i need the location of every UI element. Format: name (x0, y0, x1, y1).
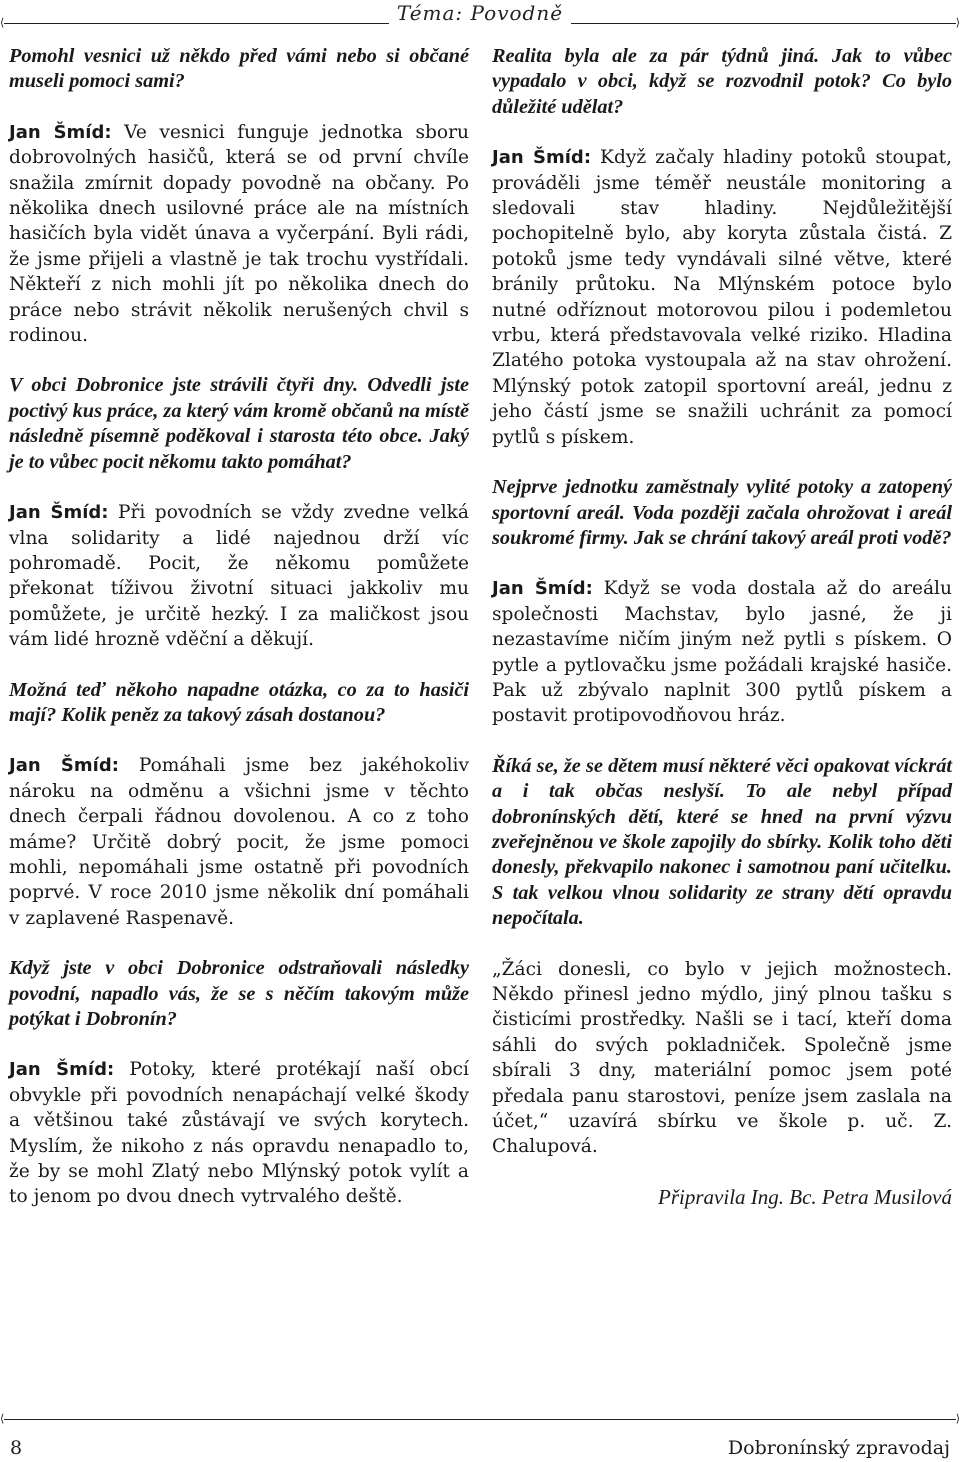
interview-question: Pomohl vesnici už někdo před vámi nebo si občané museli pomoci sami? (9, 45, 469, 93)
answer-text: Při povodních se vždy zvedne velká vlna solidarity a lidé najednou drží víc pohromadě. Pocit, že někomu pomůžete překonat tíživou životní situaci jakkoliv mu pomůžete, je určitě hezký. I za maličkost jsou vám lidé hrozně vděční a děkují. (9, 502, 469, 651)
interview-answer (492, 576, 952, 728)
speaker-name: Jan Šmíd: (9, 1059, 115, 1081)
speaker-name: Jan Šmíd: (9, 502, 109, 524)
interview-answer (9, 120, 469, 349)
interview-answer (492, 145, 952, 450)
interview-question: V obci Dobronice jste strávili čtyři dny. Odvedli jste poctivý kus práce, za který vám kromě občanů na místě následně písemně poděkoval i starosta této obce. Jaký je to vůbec pocit někomu takto pomáhat? (9, 374, 469, 473)
interview-question: Nejprve jednotku zaměstnaly vylité potoky a zatopený sportovní areál. Voda později začala ohrožovat i areál soukromé firmy. Jak se chrání takový areál proti vodě? (492, 476, 952, 549)
answer-text: Potoky, které protékají naší obcí obvykle při povodních nenapáchají velké škody a většinou také zůstávají ve svých korytech. Myslím, že nikoho z nás opravdu nenapadlo to, že by se mohl Zlatý nebo Mlýnský potok vylít a to jenom po dvou dnech vytrvalého deště. (9, 1059, 469, 1208)
answer-text: Když se voda dostala až do areálu společnosti Machstav, bylo jasné, že ji nezastavíme ničím jiným než pytli s pískem. O pytle a pytlovačku jsme požádali krajské hasiče. Pak už zbývalo naplnit 300 pytlů pískem a postavit protipovodňovou hráz. (492, 578, 952, 727)
rule-end-ornament-left-icon: ⟨ (0, 16, 5, 29)
article-column-right (492, 44, 952, 1235)
rule-end-ornament-left-icon: ⟨ (0, 1412, 5, 1425)
speaker-name: Jan Šmíd: (492, 147, 592, 169)
speaker-name: Jan Šmíd: (9, 755, 119, 777)
rule-end-ornament-right-icon: ⟩ (955, 1412, 960, 1425)
answer-text: Ve vesnici funguje jednotka sboru dobrovolných hasičů, která se od první chvíle snažila zmírnit dopady povodně na občany. Po několika dnech usilovné práce ale na místních hasičích byla vidět únava a vyčerpání. Byli rádi, že jsme přijeli a vlastně je tak trochu vystřídali. Někteří z nich mohli jít po několika dnech do práce nebo strávit několik nerušených chvil s rodinou. (9, 121, 469, 347)
interview-question: Realita byla ale za pár týdnů jiná. Jak to vůbec vypadalo v obci, když se rozvodnil potok? Co bylo důležité udělat? (492, 45, 952, 118)
interview-question: Když jste v obci Dobronice odstraňovali následky povodní, napadlo vás, že se s něčím takovým může potýkat i Dobronín? (9, 957, 469, 1030)
article-column-left (9, 44, 469, 1235)
interview-answer (9, 1057, 469, 1209)
publication-name: Dobronínský zpravodaj (727, 1437, 950, 1459)
section-theme-header (0, 0, 960, 26)
answer-text: „Žáci donesli, co bylo v jejich možnostech. Někdo přinesl jedno mýdlo, jiný plnou tašku s čisticími prostředky. Našli se i tací, kteří doma sáhli do svých pokladniček. Společně jsme sbírali 3 dny, materiální pomoc jsem poté předala panu starostovi, peníze jsem zaslala na účet,“ uzavírá sbírku ve škole p. uč. Z. Chalupová. (492, 958, 952, 1158)
interview-answer (9, 500, 469, 652)
interview-answer (492, 957, 952, 1160)
speaker-name: Jan Šmíd: (492, 578, 593, 600)
interview-question: Možná teď někoho napadne otázka, co za to hasiči mají? Kolik peněz za takový zásah dostanou? (9, 678, 469, 726)
section-theme-title: Téma: Povodně (389, 1, 571, 25)
page-number: 8 (10, 1437, 23, 1459)
interview-answer (9, 753, 469, 931)
answer-text: Když začaly hladiny potoků stoupat, prováděli jsme téměř neustále monitoring a sledovali stav hladiny. Nejdůležitější pochopitelně bylo, aby koryta zůstala čistá. Z potoků jsme tedy vyndávali silné větve, které bránily průtoku. Na Mlýnském potoce bylo nutné odříznout motorovou pilou i podemletou vrbu, která představovala velké riziko. Hladina Zlatého potoka vystoupala až na stav ohrožení. Mlýnský potok zatopil sportovní areál, jednu z jeho částí jsme se snažili uchránit za pomocí pytlů s pískem. (492, 147, 953, 448)
answer-text: Pomáhali jsme bez jakéhokoliv nároku na odměnu a všichni jsme v těchto dnech čerpali řádnou dovolenou. A co z toho máme? Určitě dobrý pocit, že jsme pomoci mohli, nepomáhali jsme ostatně při povodních poprvé. V roce 2010 jsme několik dní pomáhali v zaplavené Raspenavě. (9, 755, 469, 929)
rule-end-ornament-right-icon: ⟩ (955, 16, 960, 29)
speaker-name: Jan Šmíd: (9, 121, 112, 143)
author-signature: Připravila Ing. Bc. Petra Musilová (658, 1184, 952, 1209)
interview-question: Říká se, že se dětem musí některé věci opakovat víckrát a i tak občas neslyší. To ale nebyl případ dobronínských dětí, které se hned na první výzvu zveřejněnou ve škole zapojily do sbírky. Kolik toho děti donesly, překvapilo nakonec i samotnou paní učitelku. S tak velkou vlnou solidarity ze strany dětí opravdu nepočítala. (492, 754, 952, 930)
footer-rule (0, 1412, 960, 1425)
